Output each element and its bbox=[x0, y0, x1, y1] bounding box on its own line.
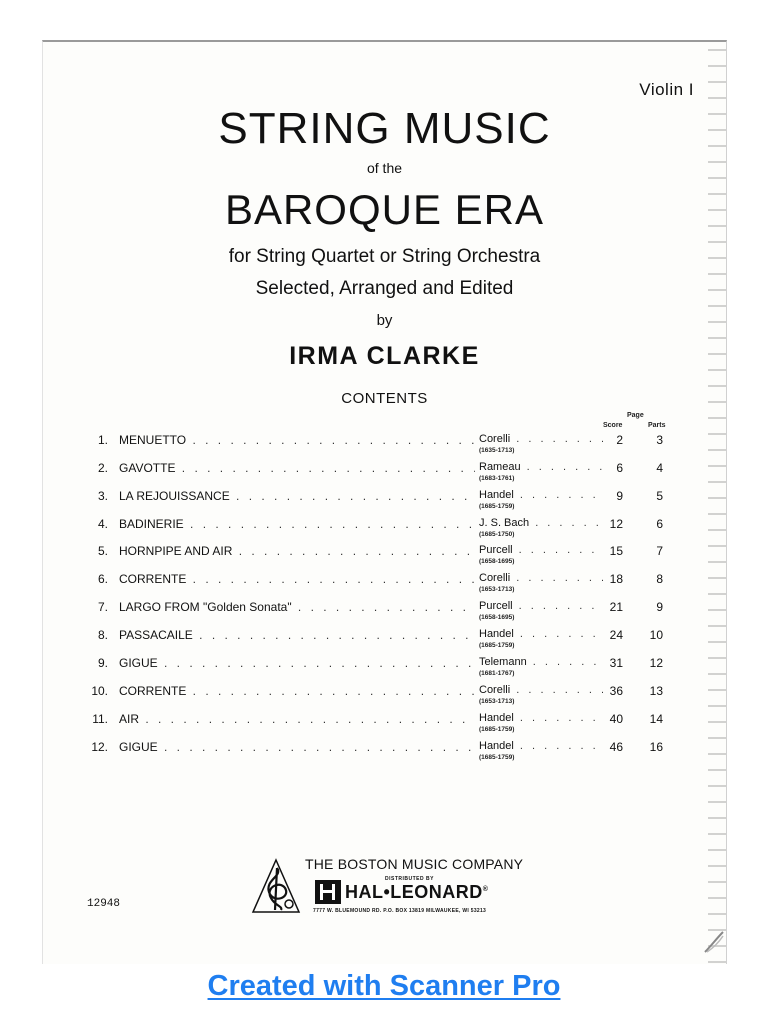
contents-row bbox=[43, 740, 726, 768]
treble-clef-emblem-icon bbox=[251, 858, 301, 919]
parts-page: 9 bbox=[656, 600, 663, 614]
parts-page: 12 bbox=[649, 656, 663, 670]
piece-title: CORRENTE . . . bbox=[119, 684, 475, 698]
contents-heading: CONTENTS bbox=[341, 390, 428, 407]
score-page: 15 bbox=[609, 544, 623, 558]
catalog-number: 12948 bbox=[87, 898, 121, 910]
composer-name: Handel . . . bbox=[479, 489, 603, 501]
row-number: 1. bbox=[97, 433, 108, 447]
score-page: 9 bbox=[616, 489, 623, 503]
piece-title: AIR . . . bbox=[119, 712, 475, 726]
page-curl-icon bbox=[703, 930, 725, 959]
piece-title: GAVOTTE . . . bbox=[119, 461, 475, 475]
contents-row bbox=[43, 600, 726, 628]
contents-row bbox=[43, 461, 726, 489]
composer-name: Handel . . . bbox=[479, 740, 603, 752]
scanned-page bbox=[42, 40, 727, 964]
score-page: 40 bbox=[609, 712, 623, 726]
page-header: Page bbox=[627, 412, 644, 419]
contents-row bbox=[43, 712, 726, 740]
parts-page: 16 bbox=[649, 740, 663, 754]
piece-title: GIGUE . . . bbox=[119, 656, 475, 670]
score-page: 21 bbox=[609, 600, 623, 614]
composer-dates: (1681-1767) bbox=[479, 670, 515, 677]
row-number: 6. bbox=[97, 572, 108, 586]
contents-row bbox=[43, 684, 726, 712]
composer-dates: (1685-1750) bbox=[479, 531, 515, 538]
contents-row bbox=[43, 489, 726, 517]
score-page: 6 bbox=[616, 461, 623, 475]
watermark-text[interactable]: Created with Scanner Pro bbox=[207, 970, 561, 1002]
score-header: Score bbox=[603, 422, 623, 429]
piece-title: PASSACAILE . . . bbox=[119, 628, 475, 642]
score-page: 12 bbox=[609, 517, 623, 531]
composer-dates: (1683-1761) bbox=[479, 475, 515, 482]
composer-name: Rameau . . . bbox=[479, 461, 603, 473]
piece-title: GIGUE . . . bbox=[119, 740, 475, 754]
title-connector: of the bbox=[366, 160, 403, 176]
piece-title: LA REJOUISSANCE . . . bbox=[119, 489, 475, 503]
composer-dates: (1685-1759) bbox=[479, 754, 515, 761]
part-label: Violin I bbox=[639, 80, 694, 99]
row-number: 3. bbox=[97, 489, 108, 503]
parts-page: 3 bbox=[656, 433, 663, 447]
composer-dates: (1658-1695) bbox=[479, 558, 515, 565]
composer-name: Handel . . . bbox=[479, 628, 603, 640]
piece-title: HORNPIPE AND AIR . . . bbox=[119, 544, 475, 558]
row-number: 11. bbox=[92, 712, 108, 726]
arranged-line: Selected, Arranged and Edited bbox=[255, 278, 514, 299]
contents-row bbox=[43, 544, 726, 572]
row-number: 7. bbox=[97, 600, 108, 614]
hal-leonard-mark bbox=[315, 880, 341, 904]
composer-dates: (1685-1759) bbox=[479, 503, 515, 510]
row-number: 10. bbox=[91, 684, 108, 698]
composer-name: Corelli . . . bbox=[479, 433, 603, 445]
row-number: 2. bbox=[97, 461, 108, 475]
piece-title: BADINERIE . . . bbox=[119, 517, 475, 531]
contents-row bbox=[43, 572, 726, 600]
parts-page: 10 bbox=[649, 628, 663, 642]
composer-name: Telemann . . . bbox=[479, 656, 603, 668]
title-line1: STRING MUSIC bbox=[218, 104, 551, 153]
distributed-by-label: DISTRIBUTED BY bbox=[385, 876, 434, 882]
parts-page: 5 bbox=[656, 489, 663, 503]
row-number: 8. bbox=[97, 628, 108, 642]
parts-page: 6 bbox=[656, 517, 663, 531]
row-number: 9. bbox=[97, 656, 108, 670]
piece-title: LARGO FROM "Golden Sonata" . . . bbox=[119, 600, 475, 614]
score-page: 31 bbox=[609, 656, 623, 670]
row-number: 5. bbox=[97, 544, 108, 558]
parts-page: 13 bbox=[649, 684, 663, 698]
score-page: 24 bbox=[609, 628, 623, 642]
piece-title: MENUETTO . . . bbox=[119, 433, 475, 447]
parts-page: 7 bbox=[656, 544, 663, 558]
score-page: 36 bbox=[609, 684, 623, 698]
composer-dates: (1685-1759) bbox=[479, 642, 515, 649]
publisher-name: THE BOSTON MUSIC COMPANY bbox=[305, 856, 524, 872]
author-name: IRMA CLARKE bbox=[289, 342, 480, 370]
score-page: 18 bbox=[609, 572, 623, 586]
composer-name: Corelli . . . bbox=[479, 684, 603, 696]
composer-dates: (1685-1759) bbox=[479, 726, 515, 733]
composer-dates: (1658-1695) bbox=[479, 614, 515, 621]
composer-name: J. S. Bach . . . bbox=[479, 517, 603, 529]
title-line2: BAROQUE ERA bbox=[224, 186, 545, 233]
score-page: 2 bbox=[616, 433, 623, 447]
parts-page: 8 bbox=[656, 572, 663, 586]
composer-name: Handel . . . bbox=[479, 712, 603, 724]
scanner-pro-watermark[interactable] bbox=[0, 970, 768, 1003]
contents-row bbox=[43, 517, 726, 545]
by-line: by bbox=[376, 312, 393, 329]
publisher-address: 7777 W. BLUEMOUND RD. P.O. BOX 13819 MILWAUKEE, WI 53213 bbox=[313, 908, 487, 914]
composer-dates: (1653-1713) bbox=[479, 586, 515, 593]
composer-dates: (1653-1713) bbox=[479, 698, 515, 705]
row-number: 12. bbox=[91, 740, 108, 754]
composer-name: Purcell . . . bbox=[479, 544, 603, 556]
composer-name: Purcell . . . bbox=[479, 600, 603, 612]
parts-page: 14 bbox=[649, 712, 663, 726]
contents-row bbox=[43, 628, 726, 656]
contents-row bbox=[43, 656, 726, 684]
parts-page: 4 bbox=[656, 461, 663, 475]
parts-header: Parts bbox=[648, 422, 666, 429]
composer-dates: (1635-1713) bbox=[479, 447, 515, 454]
hal-leonard-logo-icon bbox=[315, 880, 505, 906]
contents-row bbox=[43, 433, 726, 461]
composer-name: Corelli . . . bbox=[479, 572, 603, 584]
distributor-name: HAL•LEONARD® bbox=[345, 882, 489, 902]
row-number: 4. bbox=[97, 517, 108, 531]
score-page: 46 bbox=[609, 740, 623, 754]
subtitle: for String Quartet or String Orchestra bbox=[228, 246, 541, 267]
piece-title: CORRENTE . . . bbox=[119, 572, 475, 586]
